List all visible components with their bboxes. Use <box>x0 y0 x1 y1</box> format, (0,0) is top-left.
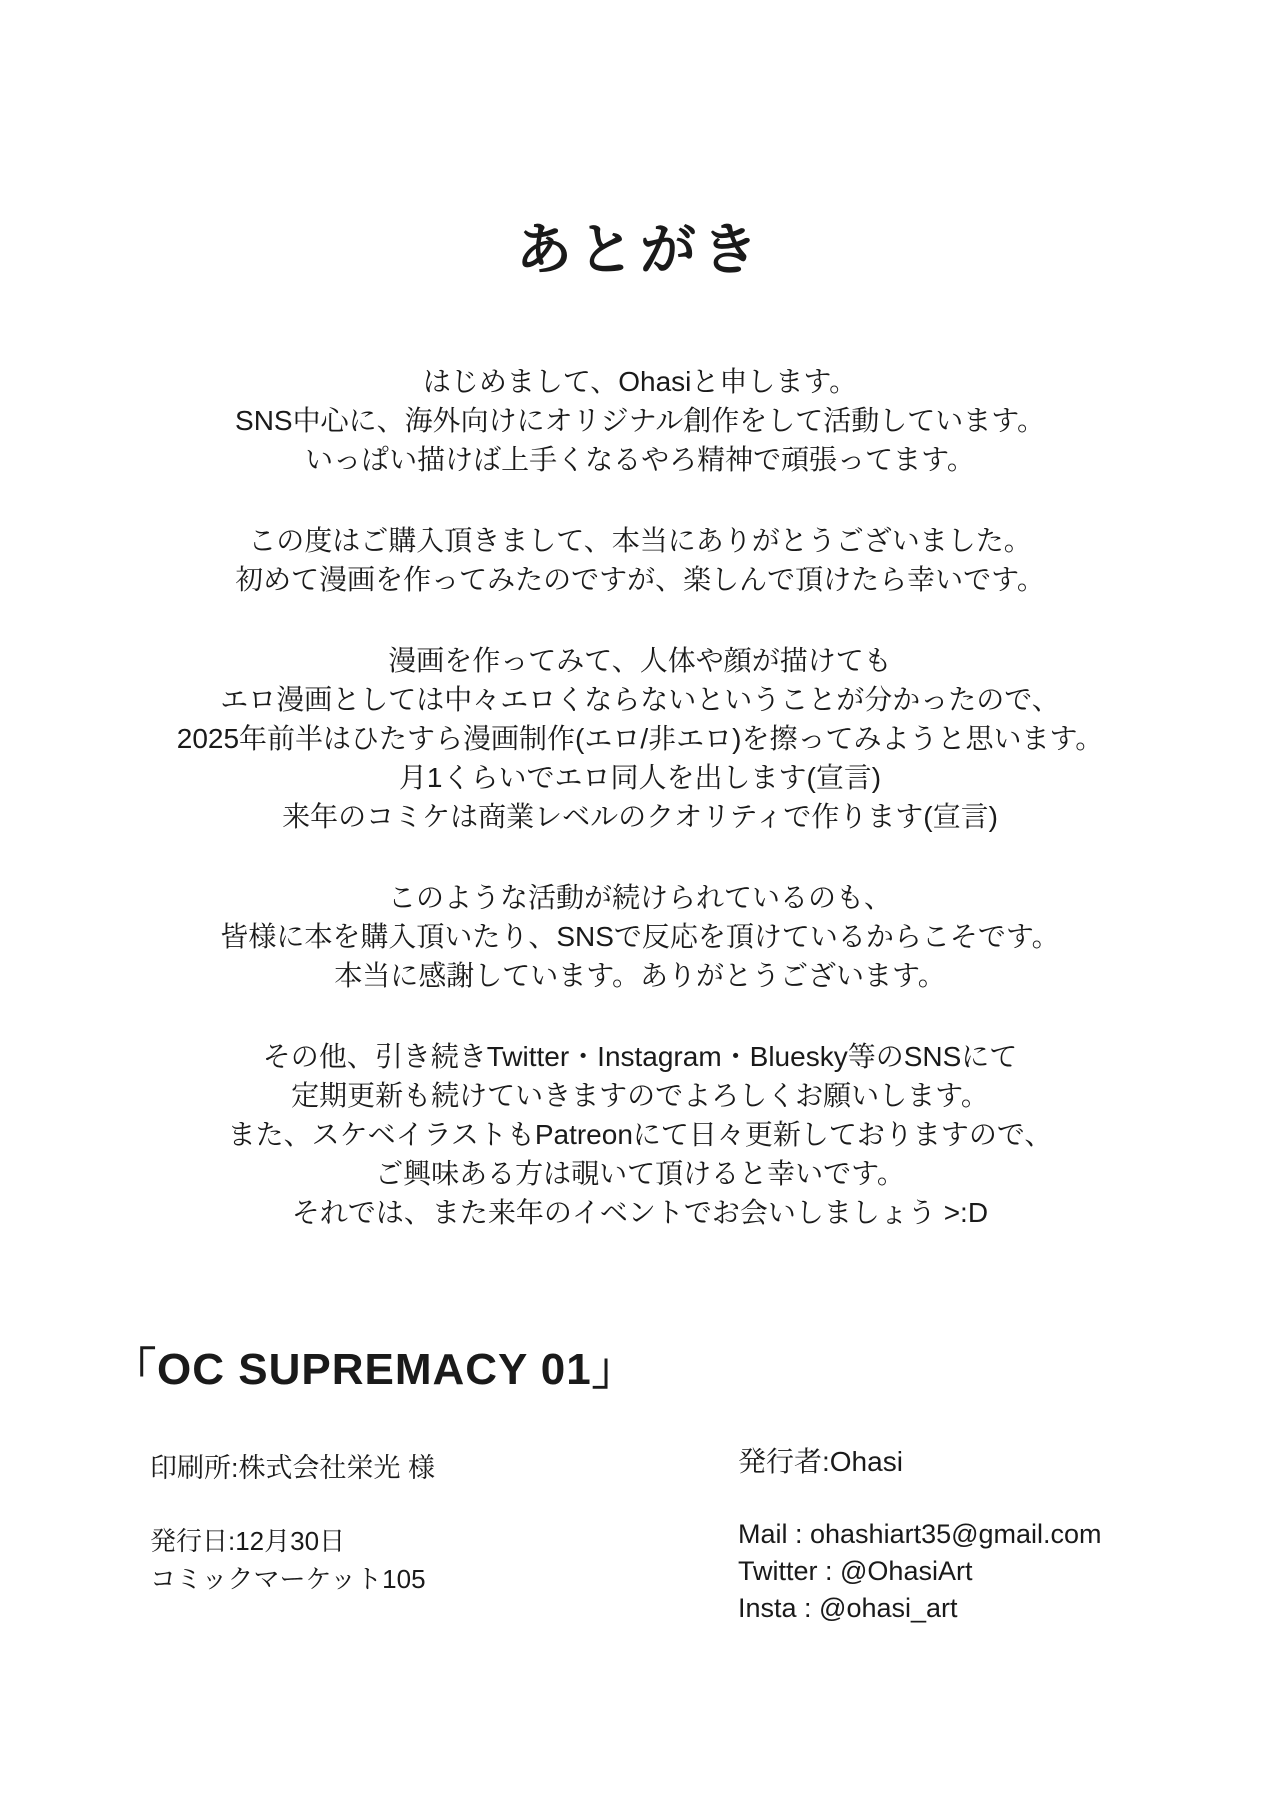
afterword-line: ご興味ある方は覗いて頂けると幸いです。 <box>375 1158 905 1189</box>
afterword-line: その他、引き続きTwitter・Instagram・Bluesky等のSNSにて <box>262 1041 1018 1072</box>
colophon-twitter: Twitter : @OhasiArt <box>738 1556 973 1586</box>
colophon-publish-date: 発行日:12月30日 <box>150 1526 346 1556</box>
afterword-line: 初めて漫画を作ってみたのですが、楽しんで頂けたら幸いです。 <box>235 564 1045 595</box>
afterword-paragraph <box>0 878 1280 995</box>
afterword-line: 2025年前半はひたすら漫画制作(エロ/非エロ)を擦ってみようと思います。 <box>176 723 1104 754</box>
afterword-line: はじめまして、Ohasiと申します。 <box>422 366 858 397</box>
afterword-line: いっぱい描けば上手くなるやろ精神で頑張ってます。 <box>305 444 975 475</box>
colophon-printer: 印刷所:株式会社栄光 様 <box>150 1453 436 1483</box>
afterword-paragraph <box>0 1037 1280 1232</box>
afterword-paragraph <box>0 641 1280 836</box>
colophon-publisher: 発行者:Ohasi <box>738 1446 903 1477</box>
book-title: 「OC SUPREMACY 01」 <box>112 1345 637 1394</box>
colophon-insta: Insta : @ohasi_art <box>738 1593 958 1623</box>
afterword-paragraph <box>0 362 1280 479</box>
afterword-line: SNS中心に、海外向けにオリジナル創作をして活動しています。 <box>235 405 1045 436</box>
colophon-date-block <box>150 1522 426 1598</box>
afterword-line: また、スケベイラストもPatreonにて日々更新しておりますので、 <box>227 1119 1053 1150</box>
afterword-line: それでは、また来年のイベントでお会いしましょう >:D <box>291 1197 989 1228</box>
afterword-line: このような活動が続けられているのも、 <box>387 882 892 913</box>
afterword-line: 月1くらいでエロ同人を出します(宣言) <box>398 762 882 793</box>
afterword-line: 来年のコミケは商業レベルのクオリティで作ります(宣言) <box>282 801 998 832</box>
afterword-line: 漫画を作ってみて、人体や顔が描けても <box>388 645 892 676</box>
afterword-line: この度はご購入頂きまして、本当にありがとうございました。 <box>248 525 1032 556</box>
colophon-mail: Mail : ohashiart35@gmail.com <box>738 1519 1102 1549</box>
afterword-paragraph <box>0 521 1280 599</box>
afterword-line: エロ漫画としては中々エロくならないということが分かったので、 <box>220 684 1060 715</box>
page-title: あとがき <box>516 217 764 283</box>
afterword-body <box>0 362 1280 1232</box>
afterword-line: 皆様に本を購入頂いたり、SNSで反応を頂けているからこそです。 <box>220 921 1060 952</box>
afterword-line: 本当に感謝しています。ありがとうございます。 <box>334 960 946 991</box>
colophon-event: コミックマーケット105 <box>150 1564 426 1594</box>
colophon-contacts-block <box>738 1516 1102 1627</box>
afterword-line: 定期更新も続けていきますのでよろしくお願いします。 <box>291 1080 989 1111</box>
